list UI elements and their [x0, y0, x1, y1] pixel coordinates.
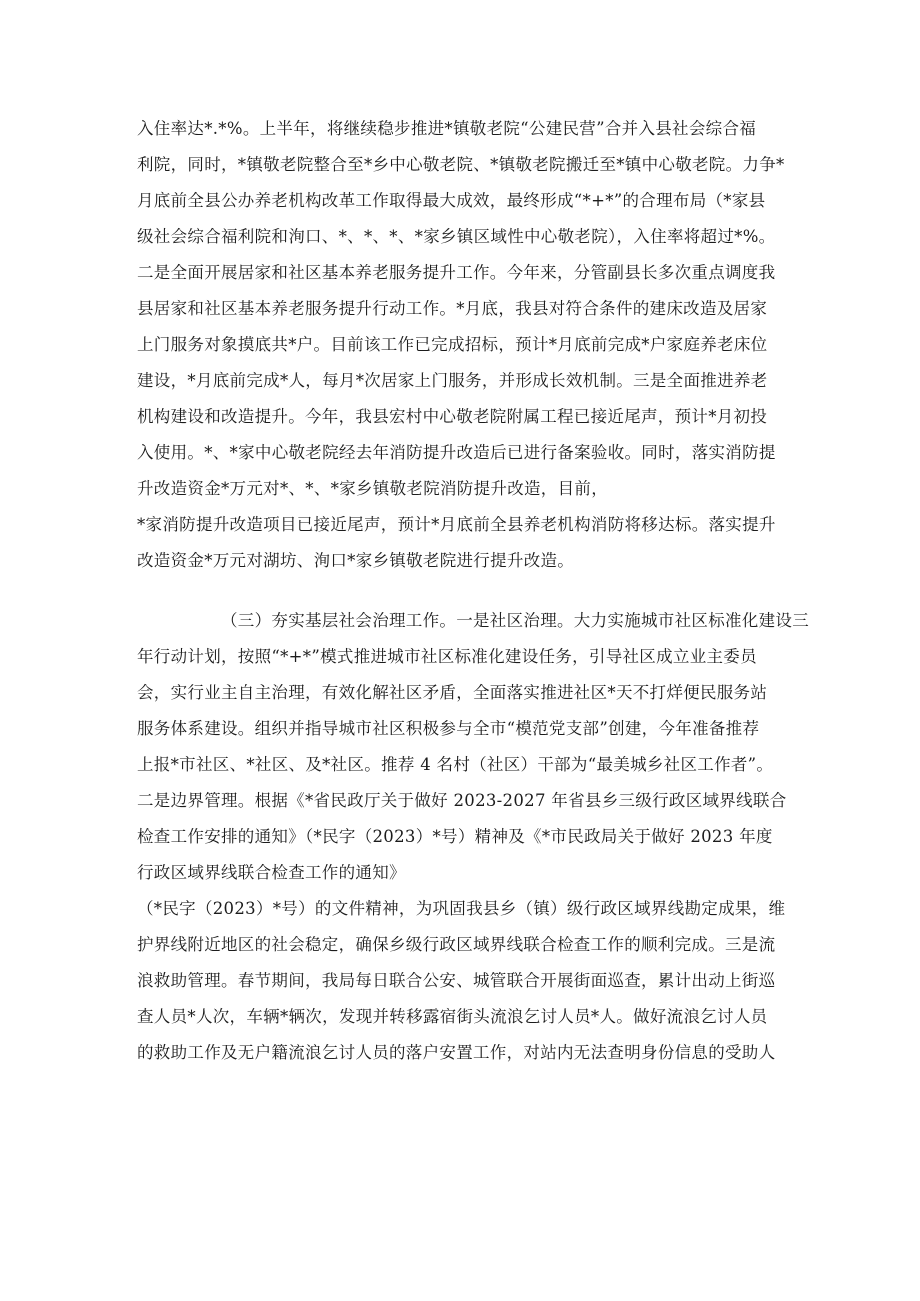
text-line: 二是边界管理。根据《*省民政厅关于做好 2023-2027 年省县乡三级行政区域界线联合 — [137, 791, 787, 810]
text-line: 建设，*月底前完成*人，每月*次居家上门服务，并形成长效机制。三是全面推进养老 — [137, 371, 768, 390]
text-line: 的救助工作及无户籍流浪乞讨人员的落户安置工作，对站内无法查明身份信息的受助人 — [137, 1043, 776, 1062]
text-line: 利院，同时，*镇敬老院整合至*乡中心敬老院、*镇敬老院搬迁至*镇中心敬老院。力争* — [137, 155, 785, 174]
text-line: 上报*市社区、*社区、及*社区。推荐 4 名村（社区）干部为“最美城乡社区工作者”。 — [137, 755, 774, 774]
text-line: 服务体系建设。组织并指导城市社区积极参与全市“模范党支部”创建，今年准备推荐 — [137, 719, 760, 738]
text-line: 会，实行业主自主治理，有效化解社区矛盾，全面落实推进社区*天不打烊便民服务站 — [137, 683, 768, 702]
text-line: 入住率达*.*%。上半年，将继续稳步推进*镇敬老院“公建民营”合并入县社会综合福 — [137, 119, 757, 138]
text-line: 二是全面开展居家和社区基本养老服务提升工作。今年来，分管副县长多次重点调度我 — [137, 263, 776, 282]
text-line: 改造资金*万元对湖坊、洵口*家乡镇敬老院进行提升改造。 — [137, 551, 575, 570]
text-line: *家消防提升改造项目已接近尾声，预计*月底前全县养老机构消防将移达标。落实提升 — [137, 515, 776, 534]
text-line: 检查工作安排的通知》（*民字（2023）*号）精神及《*市民政局关于做好 2023 年度 — [137, 827, 773, 846]
text-line: 入使用。*、*家中心敬老院经去年消防提升改造后已进行备案验收。同时，落实消防提 — [137, 443, 776, 462]
text-line: 年行动计划，按照“*+*”模式推进城市社区标准化建设任务，引导社区成立业主委员 — [137, 647, 757, 666]
text-line: 行政区域界线联合检查工作的通知》 — [137, 863, 406, 882]
text-line: （*民字（2023）*号）的文件精神，为巩固我县乡（镇）级行政区域界线勘定成果，维 — [137, 899, 786, 918]
text-line: 升改造资金*万元对*、*、*家乡镇敬老院消防提升改造，目前， — [137, 479, 608, 498]
text-line: 月底前全县公办养老机构改革工作取得最大成效，最终形成“*+*”的合理布局（*家县 — [137, 191, 766, 210]
text-line: 护界线附近地区的社会稳定，确保乡级行政区域界线联合检查工作的顺利完成。三是流 — [137, 935, 776, 954]
text-line: 浪救助管理。春节期间，我局每日联合公安、城管联合开展街面巡查，累计出动上街巡 — [137, 971, 776, 990]
text-line: 级社会综合福利院和洵口、*、*、*、*家乡镇区域性中心敬老院），入住率将超过*%。 — [137, 227, 776, 246]
section-heading-line: （三）夯实基层社会治理工作。一是社区治理。大力实施城市社区标准化建设三 — [221, 611, 809, 630]
text-line: 县居家和社区基本养老服务提升行动工作。*月底，我县对符合条件的建床改造及居家 — [137, 299, 768, 318]
text-line: 查人员*人次，车辆*辆次，发现并转移露宿街头流浪乞讨人员*人。做好流浪乞讨人员 — [137, 1007, 768, 1026]
text-line: 机构建设和改造提升。今年，我县宏村中心敬老院附属工程已接近尾声，预计*月初投 — [137, 407, 768, 426]
text-line: 上门服务对象摸底共*户。目前该工作已完成招标，预计*月底前完成*户家庭养老床位 — [137, 335, 768, 354]
